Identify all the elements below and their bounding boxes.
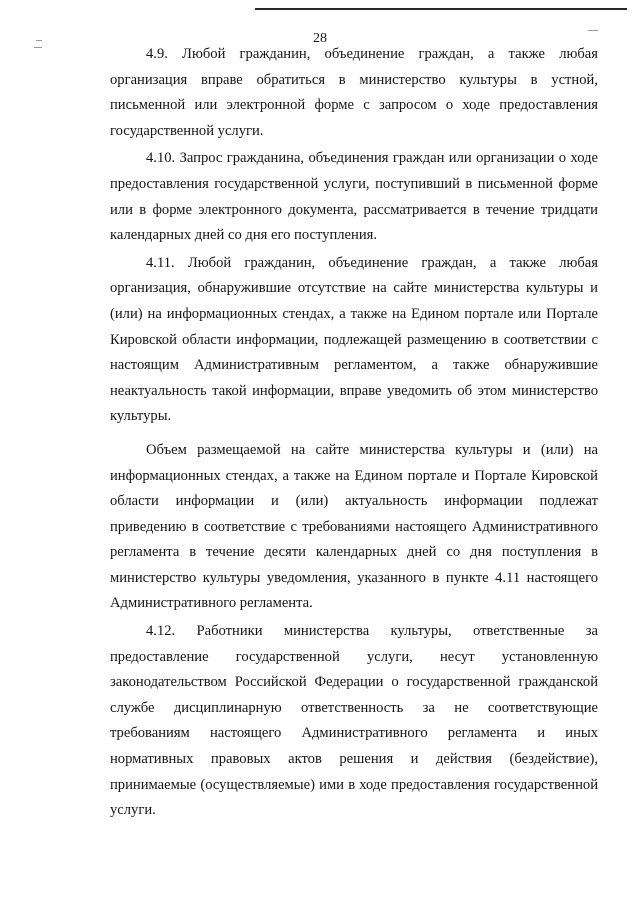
paragraph-volume-info: Объем размещаемой на сайте министерства культуры и (или) на информационных стендах, а также на Едином портале и Портале Кировской области информации и (или) актуальность информации подлежат приведению в соответствие с требованиями настоящего Административного регламента в течение десяти календарных дней со дня поступления в министерство культуры уведомления, указанного в пункте 4.11 настоящего Административного регламента. bbox=[110, 441, 598, 612]
scan-border-line bbox=[255, 8, 627, 10]
page-number: 28 bbox=[313, 31, 327, 46]
paragraph-4-12: 4.12. Работники министерства культуры, ответственные за предоставление государственной услуги, несут установленную законодательством Российской Федерации о государственной гражданской службе дисциплинарную ответственность за не соответствующие требованиям настоящего Административного регламента и иных нормативных правовых актов решения и действия (бездействие), принимаемые (осуществляемые) ими в ходе предоставления государственной услуги. bbox=[110, 623, 598, 819]
document-body bbox=[110, 42, 598, 824]
paragraph-4-9: 4.9. Любой гражданин, объединение граждан, а также любая организация вправе обратиться в министерство культуры в устной, письменной или электронной форме с запросом о ходе предоставления государственной услуги. bbox=[110, 46, 598, 139]
paragraph-4-10: 4.10. Запрос гражданина, объединения граждан или организации о ходе предоставления государственной услуги, поступивший в письменной форме или в форме электронного документа, рассматривается в течение тридцати календарных дней со дня его поступления. bbox=[110, 150, 598, 244]
paragraph-4-11: 4.11. Любой гражданин, объединение граждан, а также любая организация, обнаружившие отсутствие на сайте министерства культуры и (или) на информационных стендах, а также на Едином портале или Портале Кировской области информации, подлежащей размещению в соответствии с настоящим Административным регламентом, а также обнаружившие неактуальность такой информации, вправе уведомить об этом министерство культуры. bbox=[110, 254, 598, 425]
